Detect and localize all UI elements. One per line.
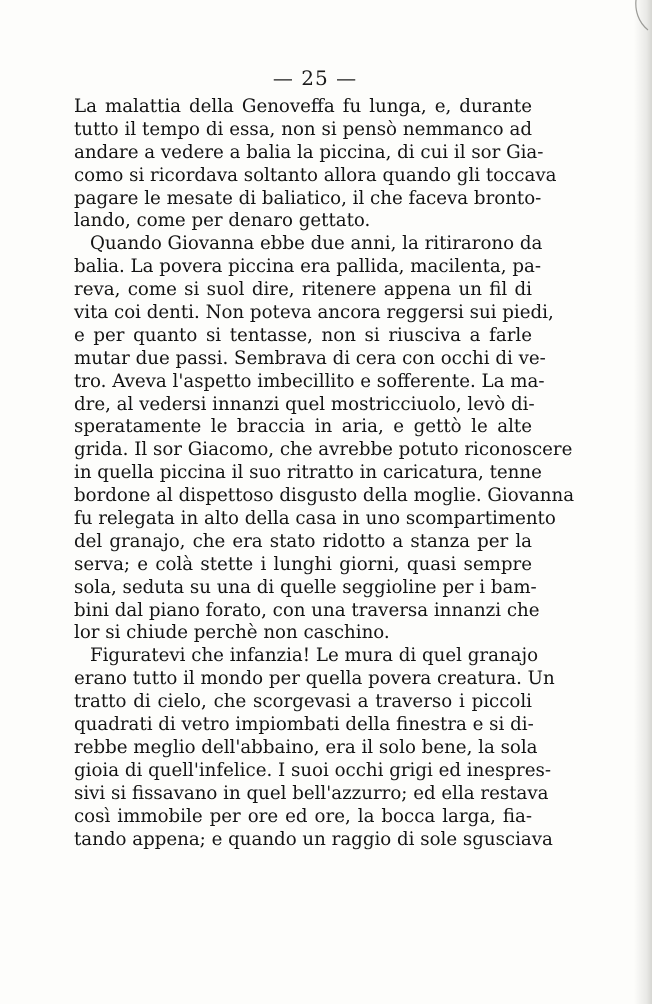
- text-line: pagare le mesate di baliatico, il che faceva bronto-: [74, 187, 542, 209]
- text-line: dre, al vedersi innanzi quel mostricciuolo, levò di-: [74, 393, 535, 415]
- paragraph: [74, 645, 555, 851]
- text-line: andare a vedere a balia la piccina, di cui il sor Gia-: [74, 141, 544, 163]
- text-line: Quando Giovanna ebbe due anni, la ritirarono da: [90, 233, 543, 255]
- text-line: tando appena; e quando un raggio di sole sgusciava: [74, 828, 553, 850]
- text-line: del granajo, che era stato ridotto a stanza per la: [74, 530, 532, 552]
- page-edge-shadow: [634, 0, 652, 1004]
- text-line: lando, come per denaro gettato.: [74, 210, 371, 232]
- text-line: bordone al dispettoso disgusto della moglie. Giovanna: [74, 485, 575, 507]
- body-text: [74, 96, 575, 851]
- text-line: La malattia della Genoveffa fu lunga, e, durante: [74, 96, 532, 117]
- text-line: mutar due passi. Sembrava di cera con occhi di ve-: [74, 347, 546, 369]
- text-line: rebbe meglio dell'abbaino, era il solo bene, la sola: [74, 736, 538, 758]
- text-line: sivi si fissavano in quel bell'azzurro; ed ella restava: [74, 782, 549, 804]
- text-line: lor si chiude perchè non caschino.: [74, 622, 390, 644]
- text-line: vita coi denti. Non poteva ancora reggersi sui piedi,: [74, 302, 554, 324]
- text-line: tro. Aveva l'aspetto imbecillito e sofferente. La ma-: [74, 370, 545, 392]
- text-line: gioia di quell'infelice. I suoi occhi grigi ed inespres-: [74, 759, 551, 781]
- text-line: tratto di cielo, che scorgevasi a traverso i piccoli: [74, 691, 532, 713]
- paragraph: [74, 96, 557, 233]
- text-line: Figuratevi che infanzia! Le mura di quel granajo: [90, 645, 539, 667]
- page-corner-curl: [632, 0, 652, 40]
- text-line: quadrati di vetro impiombati della finestra e si di-: [74, 714, 534, 736]
- text-line: bini dal piano forato, con una traversa innanzi che: [74, 599, 540, 621]
- paragraph: [74, 233, 575, 645]
- page-number: — 25 —: [272, 66, 358, 90]
- text-line: sola, seduta su una di quelle seggioline per i bam-: [74, 576, 537, 598]
- text-line: como si ricordava soltanto allora quando gli toccava: [74, 164, 557, 186]
- text-line: balia. La povera piccina era pallida, macilenta, pa-: [74, 256, 541, 278]
- text-line: in quella piccina il suo ritratto in caricatura, tenne: [74, 462, 542, 484]
- text-line: reva, come si suol dire, ritenere appena un fil di: [74, 279, 532, 301]
- text-line: speratamente le braccia in aria, e gettò le alte: [74, 416, 532, 438]
- text-line: e per quanto si tentasse, non si riusciva a farle: [74, 324, 532, 346]
- text-line: serva; e colà stette i lunghi giorni, quasi sempre: [74, 553, 532, 575]
- text-line: fu relegata in alto della casa in uno scompartimento: [74, 508, 556, 530]
- text-line: tutto il tempo di essa, non si pensò nemmanco ad: [74, 118, 532, 140]
- text-line: così immobile per ore ed ore, la bocca larga, fia-: [74, 805, 532, 827]
- text-line: erano tutto il mondo per quella povera creatura. Un: [74, 668, 555, 690]
- text-line: grida. Il sor Giacomo, che avrebbe potuto riconoscere: [74, 439, 573, 461]
